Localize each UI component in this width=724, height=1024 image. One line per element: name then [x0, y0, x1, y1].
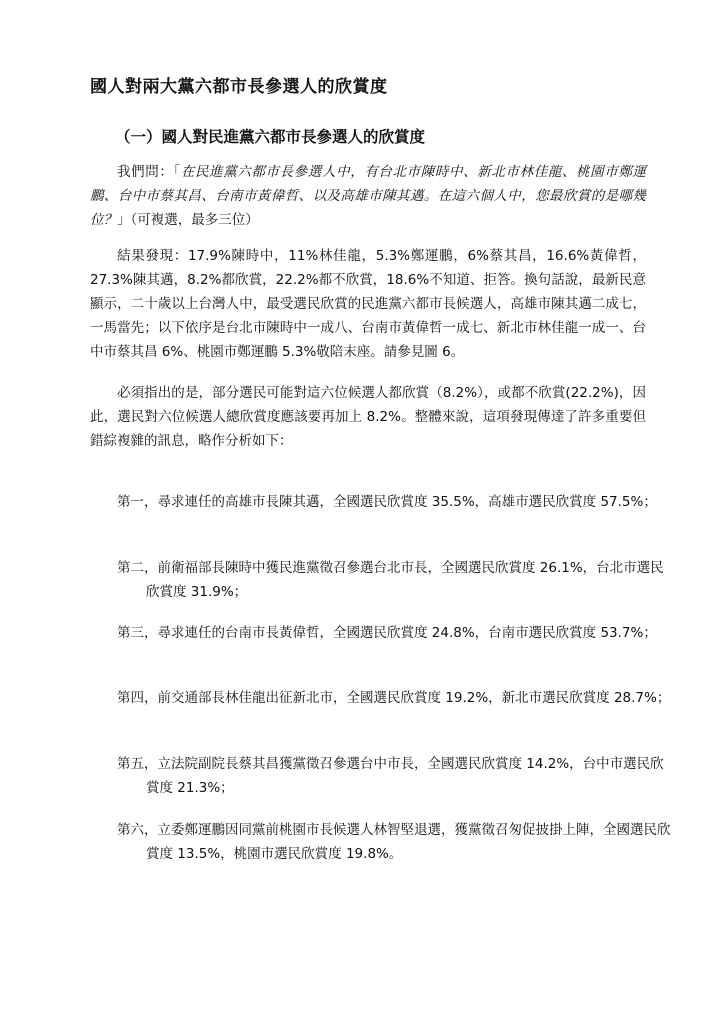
finding-item: 第一，尋求連任的高雄市長陳其邁，全國選民欣賞度 35.5%，高雄市選民欣賞度 57.5%； [117, 494, 657, 510]
question-paragraph [90, 160, 646, 232]
finding-item: 第三，尋求連任的台南市長黃偉哲，全國選民欣賞度 24.8%，台南市選民欣賞度 53.7%； [117, 625, 657, 641]
section-heading: （一）國人對民進黨六都市長參選人的欣賞度 [115, 127, 426, 146]
finding-item: 第二，前衛福部長陳時中獲民進黨徵召參選台北市長，全國選民欣賞度 26.1%，台北市選民欣賞度 31.9%； [117, 560, 664, 600]
finding-item: 第六，立委鄭運鵬因同黨前桃園市長候選人林智堅退選，獲黨徵召匆促披掛上陣，全國選民欣賞度 13.5%，桃園市選民欣賞度 19.8%。 [117, 822, 671, 862]
document-title: 國人對兩大黨六都市長參選人的欣賞度 [90, 77, 388, 97]
finding-item: 第四，前交通部長林佳龍出征新北市，全國選民欣賞度 19.2%，新北市選民欣賞度 28.7%； [117, 690, 671, 706]
results-paragraph: 結果發現：17.9%陳時中，11%林佳龍，5.3%鄭運鵬，6%蔡其昌，16.6%黃偉哲，27.3%陳其邁，8.2%都欣賞，22.2%都不欣賞，18.6%不知道、拒答。換句話說，最新民意顯示，二十歲以上台灣人中，最受選民欣賞的民進黨六都市長候選人，高雄市陳其邁二成七，一馬當先；以下依序是台北市陳時中一成八、台南市黃偉哲一成七、新北市林佳龍一成一、台中市蔡其昌 6%、桃園市鄭運鵬 5.3%敬陪末座。請參見圖 6。 [90, 248, 646, 360]
survey-question: 在民進黨六都市長參選人中，有台北市陳時中、新北市林佳龍、桃園市鄭運鵬、台中市蔡其昌、台南市黃偉哲、以及高雄市陳其邁。在這六個人中，您最欣賞的是哪幾位？ [90, 164, 647, 228]
finding-item: 第五，立法院副院長蔡其昌獲黨徵召參選台中市長，全國選民欣賞度 14.2%，台中市選民欣賞度 21.3%； [117, 756, 664, 796]
question-lead: 我們問：「 [117, 164, 181, 180]
question-tail: 」（可複選，最多三位） [117, 212, 259, 228]
analysis-intro-paragraph: 必須指出的是，部分選民可能對這六位候選人都欣賞（8.2%），或都不欣賞(22.2%)，因此，選民對六位候選人總欣賞度應該要再加上 8.2%。整體來說，這項發現傳達了許多重要但錯綜複雜的訊息，略作分析如下： [90, 385, 646, 449]
